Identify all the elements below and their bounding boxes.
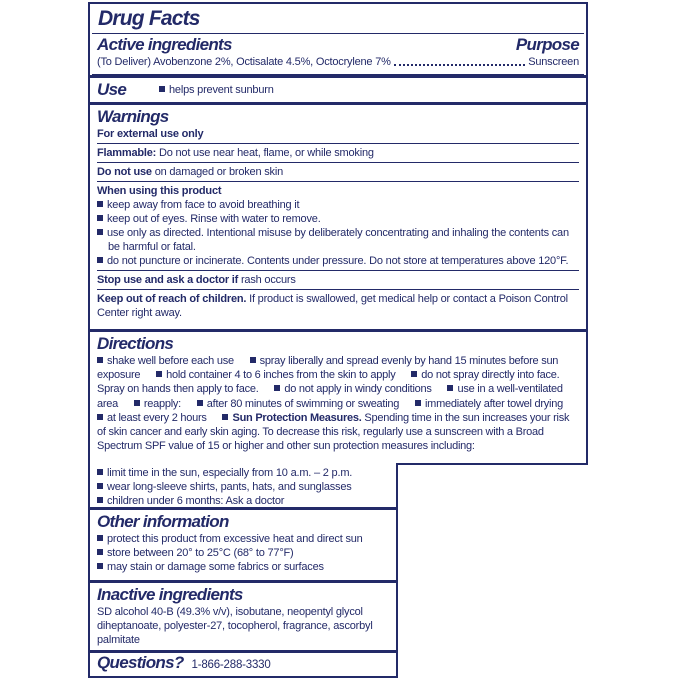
bullet-square-icon	[197, 400, 203, 406]
use-bullet-text: helps prevent sunburn	[169, 84, 274, 96]
page-title: Drug Facts	[98, 7, 200, 30]
bullet-square-icon	[97, 215, 103, 221]
flammable-line: Flammable: Do not use near heat, flame, or while smoking	[97, 147, 374, 159]
directions-section	[90, 329, 586, 461]
directions-sub-bullet: wear long-sleeve shirts, pants, hats, and sunglasses	[97, 480, 389, 494]
divider	[97, 181, 579, 182]
bullet-square-icon	[134, 400, 140, 406]
bullet-square-icon	[97, 257, 103, 263]
bullet-square-icon	[411, 371, 417, 377]
directions-item: do not apply in windy conditions	[274, 383, 431, 395]
questions-section	[90, 650, 396, 676]
bullet-square-icon	[97, 201, 103, 207]
divider	[97, 289, 579, 290]
directions-item: at least every 2 hours	[97, 412, 207, 424]
bullet-square-icon	[97, 229, 103, 235]
warning-bullet: do not puncture or incinerate. Contents under pressure. Do not store at temperatures above 120°F.	[97, 254, 579, 268]
bullet-square-icon	[97, 563, 103, 569]
bullet-square-icon	[97, 414, 103, 420]
active-ingredients-section	[90, 34, 586, 74]
directions-item: use in a well-ventilated area	[97, 383, 563, 410]
keep-out-of-reach-line: Keep out of reach of children. If product is swallowed, get medical help or contact a Poison Control Center right away.	[97, 293, 568, 319]
do-not-use-line: Do not use on damaged or broken skin	[97, 166, 284, 178]
bullet-square-icon	[156, 371, 162, 377]
ingredient-row	[97, 55, 579, 69]
bullet-square-icon	[97, 469, 103, 475]
directions-sub-bullet: limit time in the sun, especially from 10 a.m. – 2 p.m.	[97, 466, 389, 480]
drug-facts-label-upper	[88, 2, 588, 465]
bullet-square-icon	[447, 385, 453, 391]
bullet-square-icon	[159, 86, 165, 92]
purpose-value: Sunscreen	[528, 56, 579, 68]
other-information-section	[90, 507, 396, 580]
other-info-bullet: may stain or damage some fabrics or surfaces	[97, 560, 389, 574]
questions-heading: Questions?	[97, 653, 184, 672]
directions-heading: Directions	[97, 334, 174, 353]
directions-item: after 80 minutes of swimming or sweating	[197, 398, 399, 410]
drug-facts-label-lower	[88, 465, 398, 678]
label-step-border	[396, 463, 588, 465]
drug-facts-title-section	[90, 4, 586, 33]
bullet-square-icon	[250, 357, 256, 363]
bullet-square-icon	[97, 357, 103, 363]
bullet-square-icon	[222, 414, 228, 420]
warning-bullet: keep out of eyes. Rinse with water to remove.	[97, 212, 579, 226]
use-section	[90, 75, 586, 102]
ingredient-names: (To Deliver) Avobenzone 2%, Octisalate 4.5%, Octocrylene 7%	[97, 56, 391, 68]
questions-phone-number: 1-866-288-3330	[191, 659, 271, 671]
directions-item: spray liberally and spread evenly by hand 15 minutes before sun exposure	[97, 355, 559, 382]
directions-item: hold container 4 to 6 inches from the skin to apply	[156, 369, 395, 381]
directions-paragraph	[97, 354, 579, 453]
warning-bullet: keep away from face to avoid breathing it	[97, 198, 579, 212]
inactive-ingredients-heading: Inactive ingredients	[97, 585, 243, 604]
bullet-square-icon	[97, 483, 103, 489]
directions-item: immediately after towel drying	[415, 398, 563, 410]
bullet-square-icon	[97, 549, 103, 555]
purpose-heading: Purpose	[515, 35, 579, 54]
directions-sub-bullets	[90, 465, 396, 507]
bullet-square-icon	[97, 497, 103, 503]
other-info-bullet: protect this product from excessive heat and direct sun	[97, 532, 389, 546]
when-using-line: When using this product	[97, 185, 222, 197]
external-use-line: For external use only	[97, 128, 204, 140]
bullet-square-icon	[415, 400, 421, 406]
other-info-bullet: store between 20° to 25°C (68° to 77°F)	[97, 546, 389, 560]
directions-item: reapply:	[134, 398, 181, 410]
other-information-heading: Other information	[97, 512, 229, 531]
warning-bullet: use only as directed. Intentional misuse by deliberately concentrating and inhaling the contents can be harmful or fatal.	[97, 226, 579, 254]
active-ingredients-heading: Active ingredients	[97, 35, 232, 54]
directions-item: Sun Protection Measures. Spending time in the sun increases your risk of skin cancer and early skin aging. To decrease this risk, regularly use a sunscreen with a Broad Spectrum SPF value of 15 or higher and other sun protection measures including:	[97, 411, 570, 453]
bullet-square-icon	[274, 385, 280, 391]
directions-item: shake well before each use	[97, 355, 234, 367]
bullet-square-icon	[97, 535, 103, 541]
stop-use-line: Stop use and ask a doctor if rash occurs	[97, 274, 296, 286]
divider	[97, 162, 579, 163]
divider	[97, 270, 579, 271]
directions-item: do not spray directly into face. Spray on hands then apply to face.	[97, 369, 560, 396]
directions-sub-bullet: children under 6 months: Ask a doctor	[97, 494, 389, 508]
inactive-ingredients-section	[90, 580, 396, 650]
warnings-section	[90, 102, 586, 329]
dotted-leader	[394, 56, 526, 66]
divider	[97, 143, 579, 144]
use-heading: Use	[97, 80, 127, 99]
warnings-heading: Warnings	[97, 107, 169, 126]
use-bullet-line	[159, 83, 274, 97]
inactive-ingredients-text: SD alcohol 40-B (49.3% v/v), isobutane, neopentyl glycol diheptanoate, polyester-27, tocopherol, fragrance, ascorbyl palmitate	[97, 606, 373, 646]
